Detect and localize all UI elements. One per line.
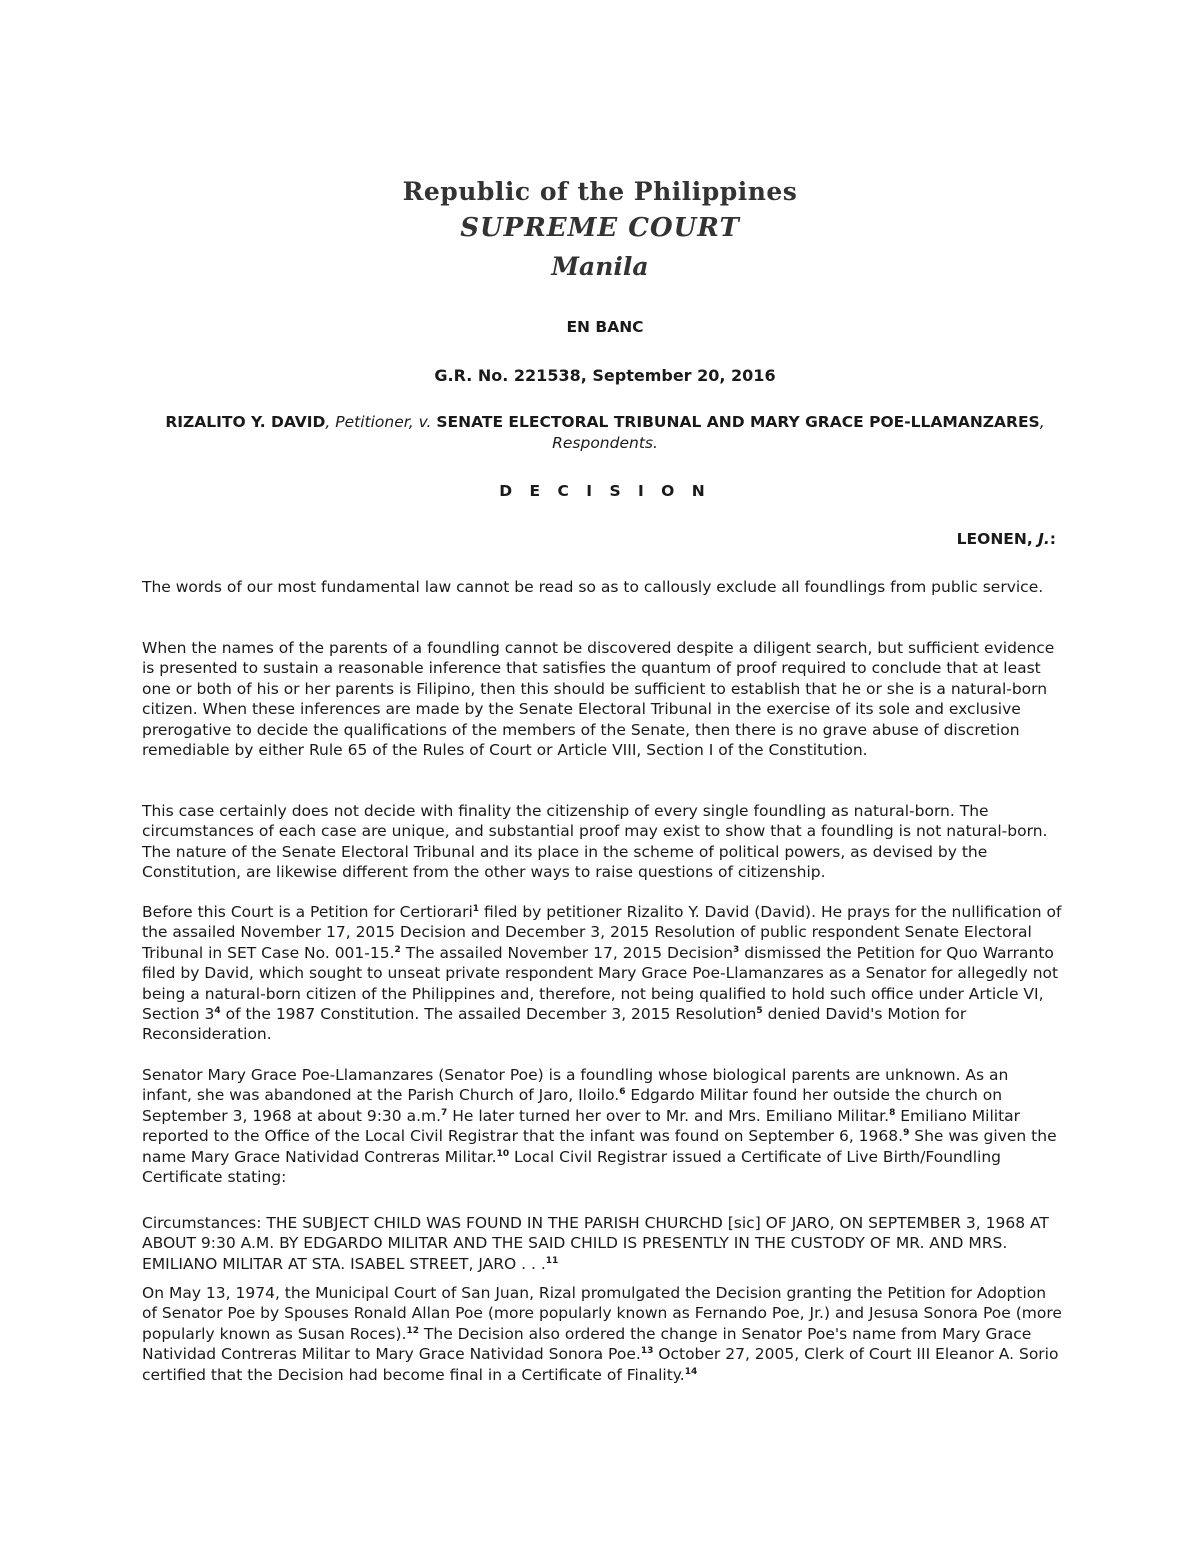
paragraph-2 [142,638,1062,760]
paragraph-7 [142,1283,1062,1385]
footnote-ref-13[interactable]: 13 [640,1346,654,1357]
p5-text-b: Edgardo Militar found her outside the church on September 3, 1968 at about 9:30 a.m. [142,1086,1003,1125]
paragraph-4 [142,902,1062,1045]
ponente-title: J. [1038,530,1050,548]
p5-text-c: He later turned her over to Mr. and Mrs. Emiliano Militar. [447,1106,890,1125]
footnote-ref-2[interactable]: 2 [394,944,401,955]
case-number: G.R. No. 221538, September 20, 2016 [434,366,776,385]
p5-text-e: She was given the name Mary Grace Natividad Contreras Militar. [142,1127,1057,1166]
division-label: EN BANC [566,318,644,336]
p5-text-d: Emiliano Militar reported to the Office of the Local Civil Registrar that the infant was found on September 6, 1968. [142,1106,1021,1146]
paragraph-3-text: This case certainly does not decide with finality the citizenship of every single foundling as natural-born. The circumstances of each case are unique, and substantial proof may exist to show that a foundling is not natural-born. The nature of the Senate Electoral Tribunal and its place in the scheme of political powers, as devised by the Constitution, are likewise different from the other ways to raise questions of citizenship. [142,802,1048,882]
p4-text-b: filed by petitioner Rizalito Y. David (David). He prays for the nullification of the assailed November 17, 2015 Decision and December 3, 2015 Resolution of public respondent Senate Electoral Tribunal in SET Case No. 001-15. [142,903,1062,962]
paragraph-5 [142,1065,1062,1187]
p5-text-a: Senator Mary Grace Poe-Llamanzares (Senator Poe) is a foundling whose biological parents are unknown. As an infant, she was abandoned at the Parish Church of Jaro, Iloilo. [142,1066,1009,1105]
paragraph-3 [142,801,1062,883]
decision-title: D E C I S I O N [499,482,711,500]
footnote-ref-6[interactable]: 6 [619,1087,626,1098]
p7-text-a: On May 13, 1974, the Municipal Court of San Juan, Rizal promulgated the Decision granting the Petition for Adoption of Senator Poe by Spouses Ronald Allan Poe (more popularly known as Fernando Poe, Jr.) and Jesusa Sonora Poe (more popularly known as Susan Roces). [142,1284,1062,1343]
petitioner-name: RIZALITO Y. DAVID [165,413,326,431]
footnote-ref-9[interactable]: 9 [903,1128,910,1139]
p4-text-c: The assailed November 17, 2015 Decision [400,943,734,962]
respondents-role: , Respondents. [552,413,1045,452]
footnote-ref-10[interactable]: 10 [496,1148,510,1159]
paragraph-1 [142,577,1062,597]
petitioner-role: , Petitioner [325,413,409,431]
case-parties [140,412,1070,454]
paragraph-2-text: When the names of the parents of a foundling cannot be discovered despite a diligent search, but sufficient evidence is presented to sustain a reasonable inference that satisfies the quantum of proof required to conclude that at least one or both of his or her parents is Filipino, then this should be sufficient to establish that he or she is a natural-born citizen. When these inferences are made by the Senate Electoral Tribunal in the exercise of its sole and exclusive prerogative to decide the qualifications of the members of the Senate, then there is no grave abuse of discretion remediable by either Rule 65 of the Rules of Court or Article VIII, Section I of the Constitution. [142,639,1055,760]
footnote-ref-11[interactable]: 11 [545,1255,559,1266]
p6-text-a: Circumstances: THE SUBJECT CHILD WAS FOUND IN THE PARISH CHURCHD [sic] OF JARO, ON SEPTEMBER 3, 1968 AT ABOUT 9:30 A.M. BY EDGARDO MILITAR AND THE SAID CHILD IS PRESENTLY IN THE CUSTODY OF MR. AND MRS. EMILIANO MILITAR AT STA. ISABEL STREET, JARO . . . [142,1214,1049,1273]
respondents-name: SENATE ELECTORAL TRIBUNAL AND MARY GRACE POE-LLAMANZARES [436,413,1040,431]
quoted-certificate [142,1213,1062,1274]
masthead-republic: Republic of the Philippines [402,177,798,206]
footnote-ref-5[interactable]: 5 [756,1005,763,1016]
ponente [957,530,1056,548]
footnote-ref-4[interactable]: 4 [214,1005,221,1016]
footnote-ref-3[interactable]: 3 [733,944,740,955]
paragraph-1-text: The words of our most fundamental law cannot be read so as to callously exclude all foundlings from public service. [142,578,1044,596]
footnote-ref-1[interactable]: 1 [472,903,480,914]
p7-text-b: The Decision also ordered the change in Senator Poe's name from Mary Grace Natividad Contreras Militar to Mary Grace Natividad Sonora Poe. [142,1324,1032,1364]
footnote-ref-12[interactable]: 12 [406,1325,419,1336]
footnote-ref-8[interactable]: 8 [889,1107,896,1118]
footnote-ref-7[interactable]: 7 [441,1107,448,1118]
p4-text-a: Before this Court is a Petition for Certiorari [142,903,473,921]
p5-text-f: Local Civil Registrar issued a Certificate of Live Birth/Foundling Certificate stating: [142,1147,1001,1187]
p7-text-c: October 27, 2005, Clerk of Court III Eleanor A. Sorio certified that the Decision had become final in a Certificate of Finality. [142,1345,1059,1384]
p4-text-d: dismissed the Petition for Quo Warranto filed by David, which sought to unseat private respondent Mary Grace Poe-Llamanzares as a Senator for allegedly not being a natural-born citizen of the Philippines and, therefore, not being qualified to hold such office under Article VI, Section 3 [142,943,1059,1024]
footnote-ref-14[interactable]: 14 [684,1366,698,1377]
p4-text-f: denied David's Motion for Reconsideration. [142,1005,967,1044]
ponente-colon: : [1049,530,1056,548]
p4-text-e: of the 1987 Constitution. The assailed December 3, 2015 Resolution [220,1005,757,1024]
ponente-name: LEONEN, [956,530,1039,548]
versus-label: , v. [408,413,437,431]
masthead-supreme-court: SUPREME COURT [460,213,740,243]
masthead-city: Manila [551,252,649,281]
